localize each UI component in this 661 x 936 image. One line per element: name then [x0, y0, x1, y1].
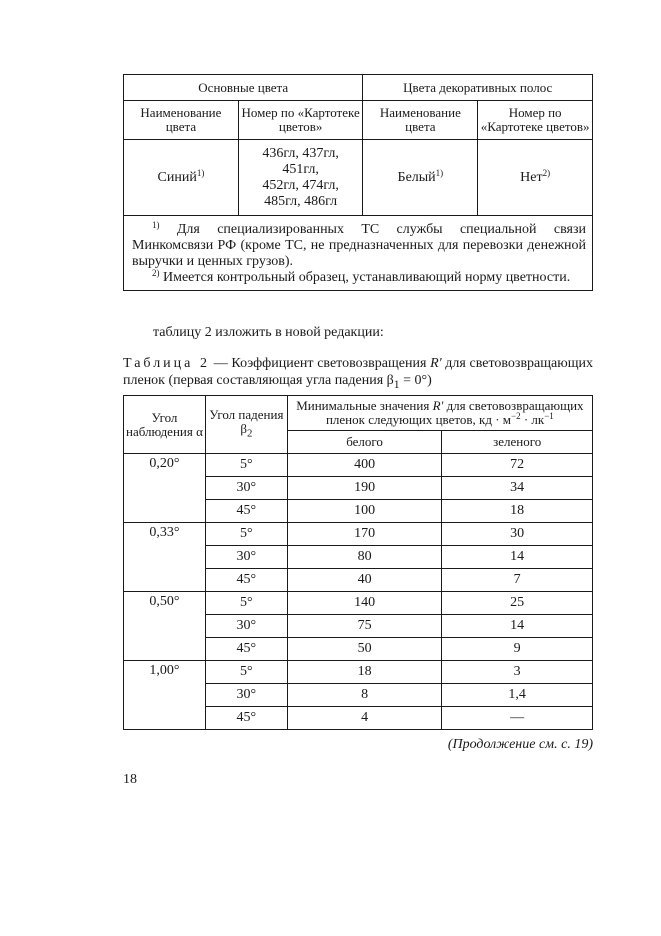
- white-value-cell: 170: [287, 523, 442, 546]
- green-value-cell: —: [442, 707, 593, 730]
- header-stripe-name: Наименование цвета: [363, 101, 478, 140]
- colors-table: [123, 74, 593, 291]
- green-value-cell: 34: [442, 477, 593, 500]
- table-row: [124, 454, 593, 477]
- white-value-cell: 100: [287, 500, 442, 523]
- table-row: [124, 523, 593, 546]
- stripe-color-number: Нет$^{2)}$: [478, 140, 593, 216]
- edit-instruction: таблицу 2 изложить в новой редакции:: [153, 325, 384, 340]
- green-value-cell: 25: [442, 592, 593, 615]
- white-value-cell: 140: [287, 592, 442, 615]
- retroreflection-table: [123, 395, 593, 730]
- white-value-cell: 75: [287, 615, 442, 638]
- incidence-angle-cell: 5°: [205, 661, 287, 684]
- header-main-number: Номер по «Картотеке цветов»: [238, 101, 363, 140]
- continuation-note: (Продолжение см. с. 19): [447, 737, 593, 752]
- observation-angle-cell: 0,20°: [124, 454, 206, 523]
- main-color-name: Синий$^{1)}$: [124, 140, 239, 216]
- green-value-cell: 30: [442, 523, 593, 546]
- incidence-angle-cell: 45°: [205, 500, 287, 523]
- table-row: [124, 592, 593, 615]
- incidence-angle-cell: 30°: [205, 546, 287, 569]
- green-value-cell: 1,4: [442, 684, 593, 707]
- white-value-cell: 18: [287, 661, 442, 684]
- green-value-cell: 9: [442, 638, 593, 661]
- incidence-angle-cell: 45°: [205, 569, 287, 592]
- header-main-colors: Основные цвета: [124, 75, 363, 101]
- header-observation-angle: Угол наблюдения α: [124, 396, 206, 454]
- page-number: 18: [123, 772, 137, 787]
- header-green: зеленого: [442, 431, 593, 454]
- white-value-cell: 80: [287, 546, 442, 569]
- white-value-cell: 4: [287, 707, 442, 730]
- incidence-angle-cell: 5°: [205, 523, 287, 546]
- header-white: белого: [287, 431, 442, 454]
- table-caption: Таблица 2 — Коэффициент световозвращения R' для световозвращающих пленок (первая составляющая угла падения $\beta_1 = 0^\circ$): [123, 356, 593, 391]
- table-row: [124, 661, 593, 684]
- header-main-name: Наименование цвета: [124, 101, 239, 140]
- observation-angle-cell: 1,00°: [124, 661, 206, 730]
- white-value-cell: 50: [287, 638, 442, 661]
- incidence-angle-cell: 5°: [205, 592, 287, 615]
- white-value-cell: 190: [287, 477, 442, 500]
- green-value-cell: 14: [442, 546, 593, 569]
- footnote-1: $^{1)}$ Для специализированных ТС службы специальной связи Минкомсвязи РФ (кроме ТС, не предназначенных для перевозки денежной выручки и ценных грузов).: [132, 220, 586, 269]
- stripe-color-name: Белый$^{1)}$: [363, 140, 478, 216]
- main-color-numbers: 436гл, 437гл, 451гл, 452гл, 474гл, 485гл, 486гл: [238, 140, 363, 216]
- incidence-angle-cell: 45°: [205, 638, 287, 661]
- footnote-2: $^{2)}$ Имеется контрольный образец, устанавливающий норму цветности.: [152, 268, 571, 285]
- header-stripe-colors: Цвета декоративных полос: [363, 75, 593, 101]
- incidence-angle-cell: 45°: [205, 707, 287, 730]
- green-value-cell: 72: [442, 454, 593, 477]
- white-value-cell: 8: [287, 684, 442, 707]
- incidence-angle-cell: 30°: [205, 684, 287, 707]
- header-stripe-number: Номер по «Картотеке цветов»: [478, 101, 593, 140]
- header-incidence-angle: Угол падения $\beta_2$: [205, 396, 287, 454]
- incidence-angle-cell: 5°: [205, 454, 287, 477]
- green-value-cell: 7: [442, 569, 593, 592]
- observation-angle-cell: 0,50°: [124, 592, 206, 661]
- header-min-values: Минимальные значения R' для световозвращающих пленок следующих цветов, кд · $м^{-2} \cdot лк^{-1}$: [287, 396, 592, 431]
- green-value-cell: 18: [442, 500, 593, 523]
- incidence-angle-cell: 30°: [205, 477, 287, 500]
- white-value-cell: 40: [287, 569, 442, 592]
- incidence-angle-cell: 30°: [205, 615, 287, 638]
- green-value-cell: 3: [442, 661, 593, 684]
- table-footnotes: [124, 216, 593, 291]
- observation-angle-cell: 0,33°: [124, 523, 206, 592]
- green-value-cell: 14: [442, 615, 593, 638]
- white-value-cell: 400: [287, 454, 442, 477]
